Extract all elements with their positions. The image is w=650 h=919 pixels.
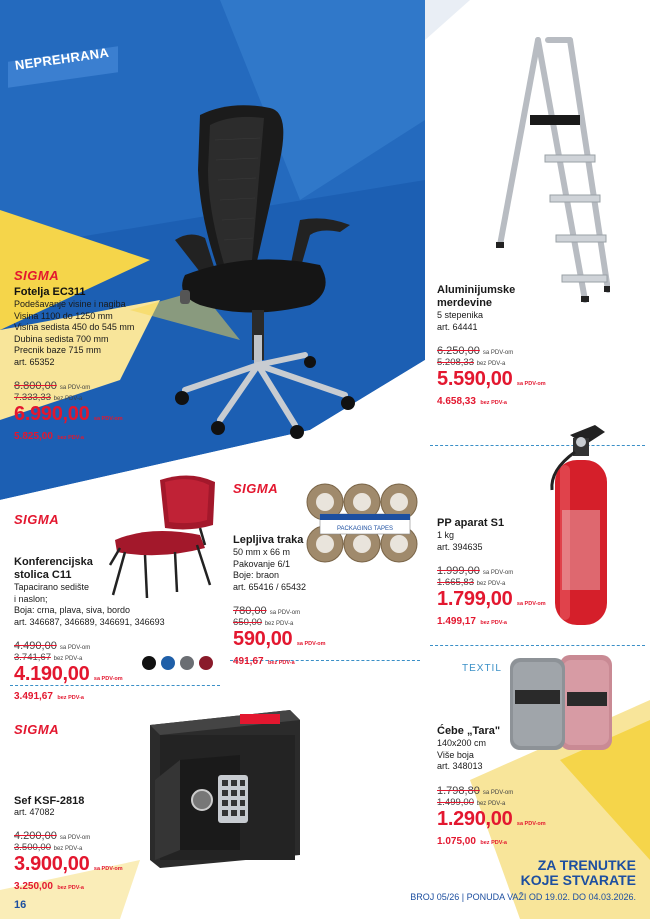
price-value: 3.900,00 [14, 853, 90, 875]
old-net-value: 1.665,83 [437, 577, 474, 588]
old-price-value: 1.999,00 [437, 565, 480, 577]
desc-line: Visina 1100 do 1250 mm [14, 310, 113, 321]
net-value: 5.825,00 [14, 431, 53, 442]
product-desc-blanket [437, 738, 486, 773]
slogan-line: KOJE STVARATE [520, 872, 636, 888]
desc-line: art. 346687, 346689, 346691, 346693 [14, 616, 165, 627]
old-price-safe [14, 830, 90, 842]
footer-issue: BROJ 05/26 | PONUDA VAŽI OD 19.02. DO 04.03.2026. [410, 892, 636, 902]
old-price-value: 780,00 [233, 605, 267, 617]
old-net-ladder [437, 357, 505, 368]
brand-logo-sigma: SIGMA [14, 512, 60, 527]
desc-line: 50 mm x 66 m [233, 547, 291, 557]
old-net-label: bez PDV-a [476, 361, 506, 367]
old-price-label: sa PDV-om [482, 790, 514, 796]
blanket-image [505, 650, 615, 755]
desc-line: Više boja [437, 749, 474, 760]
price-value: 5.590,00 [437, 368, 513, 390]
old-net-value: 7.333,33 [14, 392, 51, 403]
net-label: bez PDV-a [480, 840, 507, 846]
desc-line: 1 kg [437, 530, 455, 540]
net-value: 491,67 [233, 656, 264, 667]
safe-image [140, 700, 305, 870]
price-value: 6.990,00 [14, 403, 90, 425]
old-net-safe [14, 842, 82, 853]
old-price-value: 6.250,00 [437, 345, 480, 357]
old-price-value: 4.490,00 [14, 640, 57, 652]
old-net-label: bez PDV-a [264, 621, 294, 627]
desc-line: art. 47082 [14, 807, 55, 817]
section-title: NEPREHRANA [14, 44, 110, 73]
product-name-tape: Lepljiva traka [233, 534, 304, 546]
product-name-ladder [437, 284, 515, 310]
desc-line: i naslon; [14, 593, 48, 604]
desc-line: art. 64441 [437, 321, 478, 332]
old-price-label: sa PDV-om [59, 835, 91, 841]
old-price-label: sa PDV-om [59, 385, 91, 391]
desc-line: 5 stepenika [437, 310, 484, 320]
price-value: 590,00 [233, 628, 293, 650]
price-label: sa PDV-om [93, 866, 123, 872]
old-net-value: 3.741,67 [14, 652, 51, 663]
price-label: sa PDV-om [296, 641, 326, 647]
product-name-safe: Sef KSF-2818 [14, 795, 85, 807]
old-net-extinguisher [437, 577, 505, 588]
name-line: Konferencijska [14, 556, 93, 568]
price-label: sa PDV-om [93, 416, 123, 422]
conference-chair-image [105, 470, 225, 600]
old-net-blanket [437, 797, 505, 808]
net-value: 1.499,17 [437, 616, 476, 627]
old-net-conf-chair [14, 652, 82, 663]
net-price-conf-chair [14, 686, 84, 704]
product-desc-chair [14, 299, 134, 368]
price-label: sa PDV-om [516, 381, 546, 387]
office-chair-image [160, 100, 360, 440]
net-label: bez PDV-a [268, 660, 295, 666]
old-price-label: sa PDV-om [269, 610, 301, 616]
net-value: 1.075,00 [437, 836, 476, 847]
price-value: 1.290,00 [437, 808, 513, 830]
net-value: 4.658,33 [437, 396, 476, 407]
product-name-conf-chair [14, 556, 93, 582]
fire-extinguisher-image [540, 420, 620, 630]
old-price-ladder [437, 345, 513, 357]
old-net-chair [14, 392, 82, 403]
packaging-tape-image [300, 480, 425, 570]
brand-logo-textil: TEXTIL [462, 663, 502, 674]
net-price-ladder [437, 391, 507, 409]
desc-line: Tapacirano sedište [14, 582, 90, 592]
old-price-value: 8.800,00 [14, 380, 57, 392]
product-desc-conf-chair [14, 582, 165, 628]
color-swatch-black [142, 656, 156, 670]
separator [430, 645, 645, 646]
color-swatch-gray [180, 656, 194, 670]
desc-line: Podešavanje visine i nagiba [14, 299, 126, 309]
product-name-chair: Fotelja EC311 [14, 286, 86, 298]
desc-line: Visina sedista 450 do 545 mm [14, 322, 135, 332]
brand-logo-sigma: SIGMA [14, 722, 60, 737]
net-label: bez PDV-a [57, 435, 84, 441]
color-swatch-blue [161, 656, 175, 670]
net-price-tape [233, 651, 295, 669]
net-label: bez PDV-a [57, 885, 84, 891]
net-label: bez PDV-a [480, 400, 507, 406]
ladder-image [490, 30, 610, 310]
price-label: sa PDV-om [516, 821, 546, 827]
net-price-extinguisher [437, 611, 507, 629]
price-conf-chair [14, 663, 123, 686]
old-price-extinguisher [437, 565, 513, 577]
old-price-label: sa PDV-om [59, 645, 91, 651]
product-desc-tape [233, 547, 306, 593]
desc-line: art. 394635 [437, 541, 483, 552]
desc-line: Precnik baze 715 mm [14, 345, 102, 355]
desc-line: 140x200 cm [437, 738, 487, 748]
product-name-extinguisher: PP aparat S1 [437, 517, 505, 529]
desc-line: Pakovanje 6/1 [233, 558, 291, 569]
product-desc-ladder [437, 310, 483, 333]
name-line: Aluminijumske [437, 284, 516, 296]
net-value: 3.491,67 [14, 691, 53, 702]
price-value: 4.190,00 [14, 663, 90, 685]
price-extinguisher [437, 588, 546, 611]
net-value: 3.250,00 [14, 881, 53, 892]
page-number: 16 [14, 899, 27, 911]
net-label: bez PDV-a [57, 695, 84, 701]
net-label: bez PDV-a [480, 620, 507, 626]
price-label: sa PDV-om [93, 676, 123, 682]
old-net-value: 650,00 [233, 617, 263, 628]
brand-logo-sigma: SIGMA [233, 481, 279, 496]
price-tape [233, 628, 326, 651]
net-price-chair [14, 426, 84, 444]
price-value: 1.799,00 [437, 588, 513, 610]
product-desc-extinguisher [437, 530, 483, 553]
old-price-conf-chair [14, 640, 90, 652]
old-net-value: 1.499,00 [437, 797, 474, 808]
brand-logo-sigma: SIGMA [14, 268, 60, 283]
old-net-label: bez PDV-a [476, 801, 506, 807]
slogan-line: ZA TRENUTKE [537, 857, 636, 873]
old-price-label: sa PDV-om [482, 350, 514, 356]
name-line: merdevine [437, 297, 493, 309]
old-net-label: bez PDV-a [476, 581, 506, 587]
desc-line: art. 65416 / 65432 [233, 581, 307, 592]
old-net-label: bez PDV-a [53, 396, 83, 402]
price-chair [14, 403, 123, 426]
old-price-label: sa PDV-om [482, 570, 514, 576]
old-net-value: 3.500,00 [14, 842, 51, 853]
price-ladder [437, 368, 546, 391]
old-net-label: bez PDV-a [53, 846, 83, 852]
old-price-chair [14, 380, 90, 392]
color-swatch-bordo [199, 656, 213, 670]
desc-line: Boja: crna, plava, siva, bordo [14, 605, 131, 615]
net-price-safe [14, 876, 84, 894]
footer-slogan [521, 858, 636, 888]
old-net-tape [233, 617, 293, 628]
old-net-label: bez PDV-a [53, 656, 83, 662]
old-price-blanket [437, 785, 513, 797]
product-name-blanket: Ćebe „Tara" [437, 725, 501, 737]
old-net-value: 5.208,33 [437, 357, 474, 368]
price-blanket [437, 808, 546, 831]
old-price-value: 4.200,00 [14, 830, 57, 842]
desc-line: art. 65352 [14, 356, 55, 367]
old-price-value: 1.798,80 [437, 785, 480, 797]
price-safe [14, 853, 123, 876]
desc-line: art. 348013 [437, 761, 483, 771]
name-line: stolica C11 [14, 569, 72, 581]
old-price-tape [233, 605, 300, 617]
desc-line: Boje: braon [233, 570, 280, 580]
tape-box-label: PACKAGING TAPES [336, 526, 394, 532]
desc-line: Dubina sedista 700 mm [14, 333, 109, 344]
product-desc-safe [14, 807, 55, 819]
price-label: sa PDV-om [516, 601, 546, 607]
net-price-blanket [437, 831, 507, 849]
